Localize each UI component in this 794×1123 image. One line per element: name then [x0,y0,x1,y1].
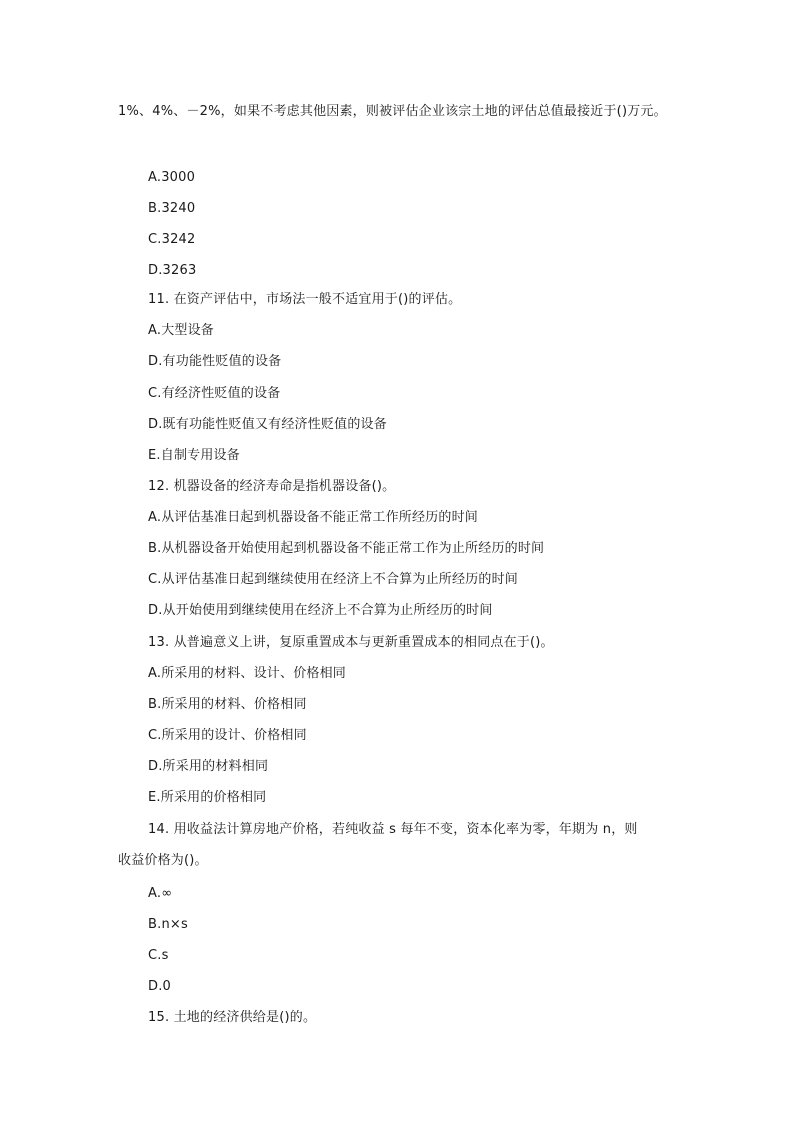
option-10b: B.3240 [148,201,196,216]
question-12: 12. 机器设备的经济寿命是指机器设备()。 [148,479,396,494]
option-14c: C.s [148,948,169,963]
option-14b: B.n×s [148,917,188,932]
option-11-3: C.有经济性贬值的设备 [148,386,281,401]
option-10c: C.3242 [148,232,196,247]
option-12d: D.从开始使用到继续使用在经济上不合算为止所经历的时间 [148,603,493,618]
option-13c: C.所采用的设计、价格相同 [148,728,307,743]
option-13b: B.所采用的材料、价格相同 [148,697,307,712]
option-13d: D.所采用的材料相同 [148,759,269,774]
option-10d: D.3263 [148,263,197,278]
option-11-5: E.自制专用设备 [148,448,240,463]
option-14d: D.0 [148,979,172,994]
option-10a: A.3000 [148,170,196,185]
question-14-line1: 14. 用收益法计算房地产价格，若纯收益 s 每年不变，资本化率为零，年期为 n，则 [148,822,638,837]
question-15: 15. 土地的经济供给是()的。 [148,1010,317,1025]
option-12c: C.从评估基准日起到继续使用在经济上不合算为止所经历的时间 [148,572,519,587]
question-11: 11. 在资产评估中，市场法一般不适宜用于()的评估。 [148,292,462,307]
option-11-4: D.既有功能性贬值又有经济性贬值的设备 [148,417,387,432]
option-13e: E.所采用的价格相同 [148,790,267,805]
intro-line: 1%、4%、－2%，如果不考虑其他因素，则被评估企业该宗土地的评估总值最接近于()万元。 [118,104,667,119]
option-14a: A.∞ [148,886,173,901]
option-11-1: A.大型设备 [148,323,214,338]
option-13a: A.所采用的材料、设计、价格相同 [148,666,346,681]
question-13: 13. 从普遍意义上讲，复原重置成本与更新重置成本的相同点在于()。 [148,635,554,650]
option-12a: A.从评估基准日起到机器设备不能正常工作所经历的时间 [148,510,478,525]
option-11-2: D.有功能性贬值的设备 [148,354,282,369]
option-12b: B.从机器设备开始使用起到机器设备不能正常工作为止所经历的时间 [148,541,545,556]
question-14-line2: 收益价格为()。 [118,853,208,868]
